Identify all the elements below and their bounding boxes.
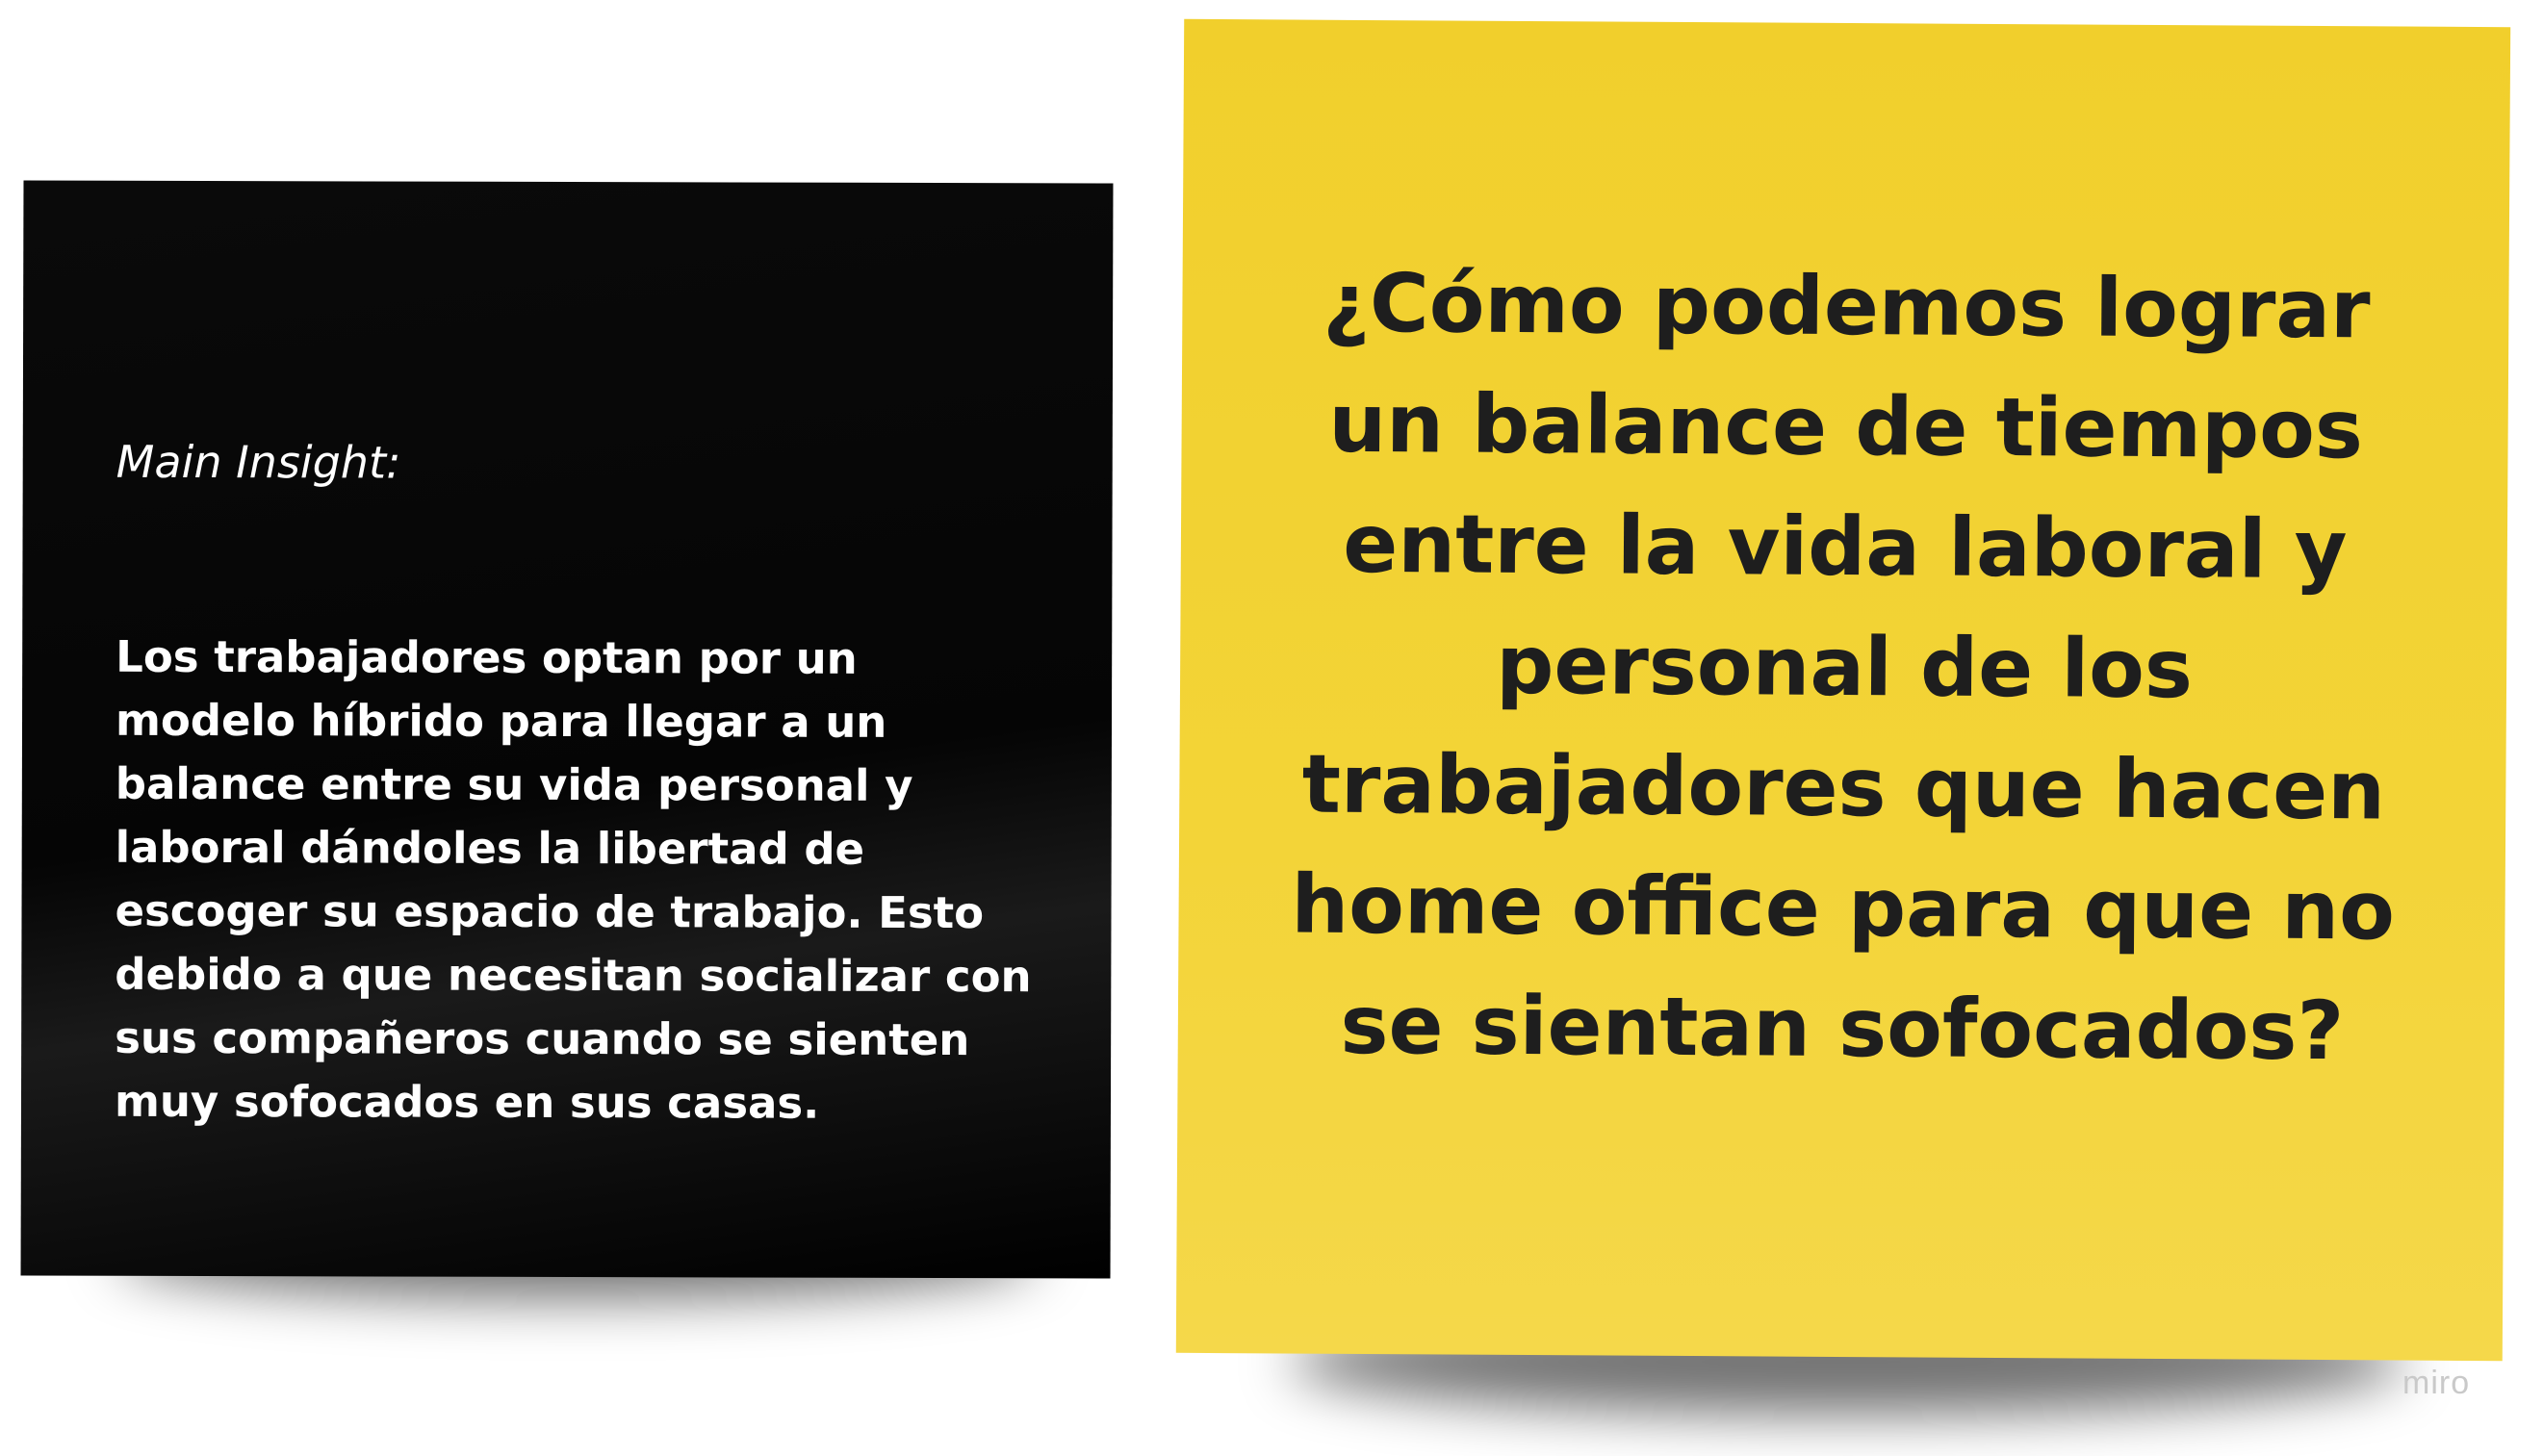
how-might-we-question: ¿Cómo podemos lograr un balance de tiempos entre la vida laboral y personal de los trabajadores que hacen home office para que no se sientan sofocados? <box>1291 255 2396 1079</box>
insight-text: Los trabajadores optan por un modelo híbrido para llegar a un balance entre su vida personal y laboral dándoles la libertad de escoger su espacio de trabajo. Esto debido a que necesitan socializar con sus compañeros cuando se sienten muy sofocados en sus casas. <box>114 630 1032 1129</box>
question-sticky-note[interactable] <box>1176 19 2510 1361</box>
insight-label: Main Insight: <box>116 435 401 489</box>
miro-watermark: miro <box>2402 1365 2471 1401</box>
insight-sticky-note[interactable] <box>21 181 1114 1279</box>
